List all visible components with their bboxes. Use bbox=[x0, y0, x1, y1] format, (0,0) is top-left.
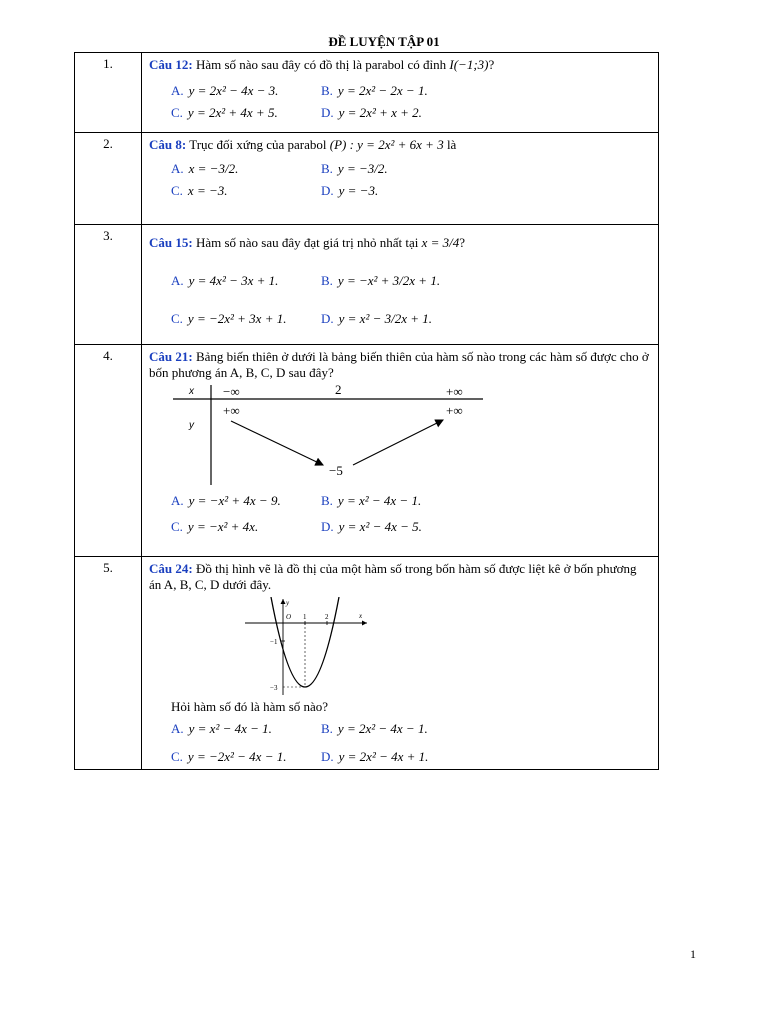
question-text: Bảng biến thiên ở dưới là bảng biến thiên của hàm số nào trong các hàm số được cho ở bốn phương án A, B, C, D sau đây? bbox=[149, 349, 649, 380]
option-b[interactable]: B. y = −3/2. bbox=[321, 161, 388, 176]
graph-y-tick-label: −3 bbox=[270, 684, 278, 692]
question-body bbox=[142, 225, 659, 345]
question-text: Hàm số nào sau đây đạt giá trị nhỏ nhất tại bbox=[195, 235, 419, 250]
question-label: Câu 21: bbox=[149, 349, 193, 364]
option-c[interactable]: C. y = 2x² + 4x + 5. bbox=[171, 105, 278, 120]
question-number: 4. bbox=[75, 345, 142, 557]
question-tail: ? bbox=[459, 235, 466, 250]
question-math: I(−1;3) bbox=[449, 57, 489, 72]
question-number: 5. bbox=[75, 557, 142, 770]
vt-x-value: −∞ bbox=[223, 385, 240, 399]
question-math: (P) : y = 2x² + 6x + 3 bbox=[329, 137, 444, 152]
question-stem bbox=[149, 137, 652, 153]
option-c[interactable]: C. x = −3. bbox=[171, 183, 228, 198]
parabola-curve bbox=[271, 597, 339, 687]
graph-x-tick-label: 2 bbox=[325, 613, 329, 621]
parabola-graph bbox=[243, 597, 373, 697]
graph-x-axis-label: x bbox=[359, 612, 363, 620]
option-d[interactable]: D. y = 2x² + x + 2. bbox=[321, 105, 422, 120]
option-c[interactable]: C. y = −2x² + 3x + 1. bbox=[171, 311, 287, 326]
vt-y-right: +∞ bbox=[446, 403, 463, 418]
question-tail: ? bbox=[488, 57, 495, 72]
question-stem bbox=[149, 561, 652, 593]
question-number: 1. bbox=[75, 53, 142, 133]
options bbox=[171, 493, 652, 535]
exam-table bbox=[74, 52, 659, 770]
vt-x-label: x bbox=[189, 386, 194, 397]
question-body bbox=[142, 53, 659, 133]
question-body bbox=[142, 345, 659, 557]
question-body bbox=[142, 557, 659, 770]
question-label: Câu 12: bbox=[149, 57, 193, 72]
options bbox=[171, 161, 652, 199]
question-tail: là bbox=[446, 137, 457, 152]
option-a[interactable]: A. x = −3/2. bbox=[171, 161, 239, 176]
question-row-4 bbox=[75, 345, 659, 557]
graph-y-tick-label: −1 bbox=[270, 638, 278, 646]
question-number: 3. bbox=[75, 225, 142, 345]
options bbox=[171, 721, 652, 765]
vt-decreasing-arrow bbox=[231, 421, 323, 465]
variation-table bbox=[173, 385, 483, 485]
vt-y-left: +∞ bbox=[223, 403, 240, 418]
options bbox=[171, 83, 652, 121]
vt-increasing-arrow bbox=[353, 420, 443, 465]
question-stem bbox=[149, 349, 652, 381]
question-label: Câu 15: bbox=[149, 235, 193, 250]
question-text: Trục đối xứng của parabol bbox=[189, 137, 327, 152]
question-label: Câu 8: bbox=[149, 137, 187, 152]
option-d[interactable]: D. y = x² − 4x − 5. bbox=[321, 519, 422, 534]
vt-x-value: +∞ bbox=[446, 385, 463, 399]
question-math: x = 3/4 bbox=[421, 235, 460, 250]
followup-question: Hỏi hàm số đó là hàm số nào? bbox=[171, 699, 329, 714]
option-a[interactable]: A. y = x² − 4x − 1. bbox=[171, 721, 272, 736]
page-number: 1 bbox=[690, 947, 696, 961]
question-label: Câu 24: bbox=[149, 561, 193, 576]
question-row-5 bbox=[75, 557, 659, 770]
option-d[interactable]: D. y = x² − 3/2x + 1. bbox=[321, 311, 433, 326]
option-c[interactable]: C. y = −x² + 4x. bbox=[171, 519, 259, 534]
question-row-1 bbox=[75, 53, 659, 133]
option-b[interactable]: B. y = 2x² − 4x − 1. bbox=[321, 721, 428, 736]
question-text: Đồ thị hình vẽ là đồ thị của một hàm số trong bốn hàm số được liệt kê ở bốn phương án A, B, C, D dưới đây. bbox=[149, 561, 637, 592]
graph-y-axis-label: y bbox=[286, 599, 290, 607]
graph-x-arrow bbox=[362, 621, 367, 626]
question-row-3 bbox=[75, 225, 659, 345]
question-text: Hàm số nào sau đây có đồ thị là parabol có đỉnh bbox=[195, 57, 447, 72]
graph-x-tick-label: 1 bbox=[303, 613, 307, 621]
vt-y-min: −5 bbox=[329, 463, 343, 478]
option-c[interactable]: C. y = −2x² − 4x − 1. bbox=[171, 749, 287, 764]
graph-y-arrow bbox=[281, 599, 286, 604]
option-a[interactable]: A. y = 4x² − 3x + 1. bbox=[171, 273, 279, 288]
option-a[interactable]: A. y = −x² + 4x − 9. bbox=[171, 493, 281, 508]
vt-y-label: y bbox=[189, 420, 194, 431]
graph-origin-label: O bbox=[286, 613, 292, 621]
question-body bbox=[142, 133, 659, 225]
option-b[interactable]: B. y = x² − 4x − 1. bbox=[321, 493, 422, 508]
question-number: 2. bbox=[75, 133, 142, 225]
question-stem bbox=[149, 57, 652, 73]
option-a[interactable]: A. y = 2x² − 4x − 3. bbox=[171, 83, 279, 98]
question-stem bbox=[149, 235, 652, 251]
options bbox=[171, 273, 652, 327]
option-b[interactable]: B. y = −x² + 3/2x + 1. bbox=[321, 273, 441, 288]
option-d[interactable]: D. y = 2x² − 4x + 1. bbox=[321, 749, 429, 764]
document-title: ĐỀ LUYỆN TẬP 01 bbox=[328, 34, 440, 49]
question-row-2 bbox=[75, 133, 659, 225]
option-d[interactable]: D. y = −3. bbox=[321, 183, 379, 198]
option-b[interactable]: B. y = 2x² − 2x − 1. bbox=[321, 83, 428, 98]
vt-x-value: 2 bbox=[335, 385, 342, 397]
